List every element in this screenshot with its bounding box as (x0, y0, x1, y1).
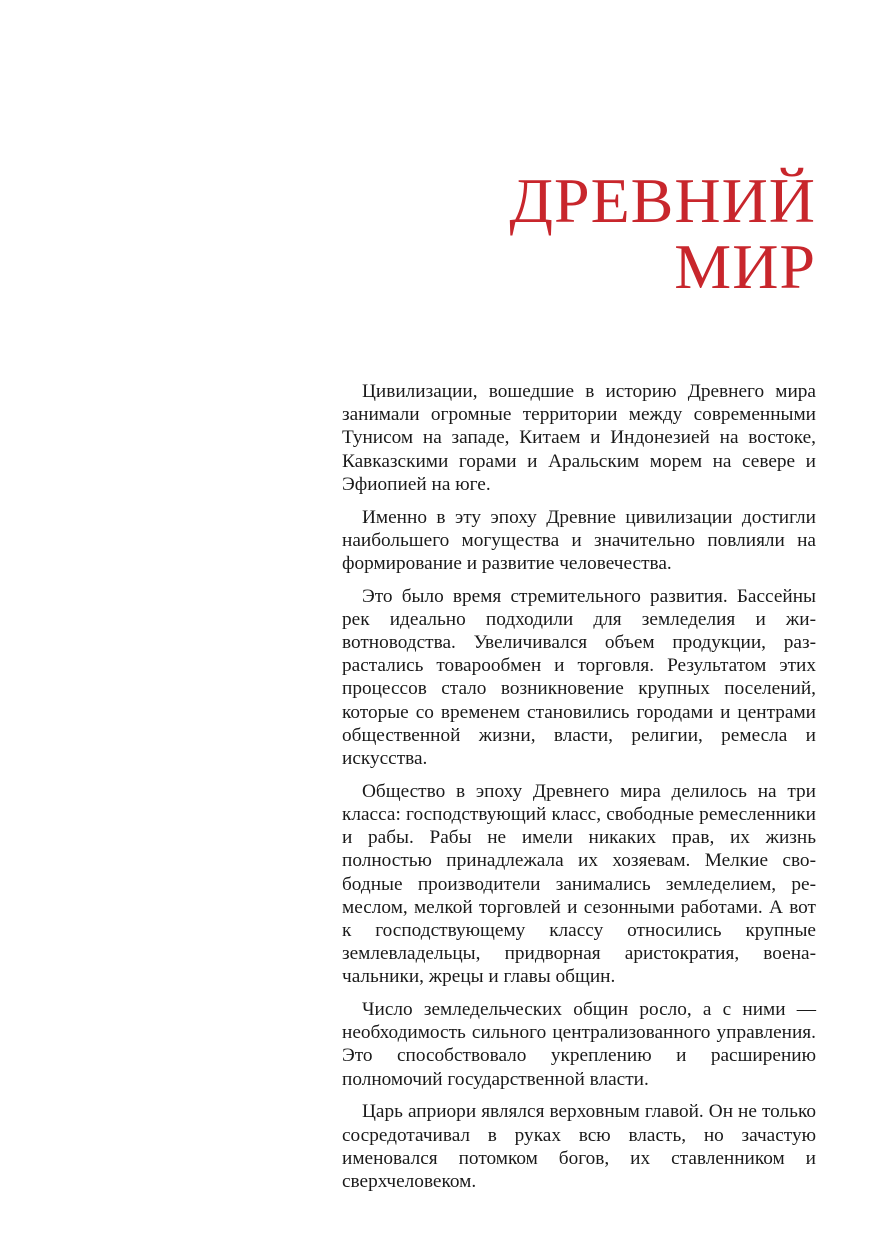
chapter-title (509, 165, 816, 302)
paragraph-6: Царь априори являлся верховным главой. Он не только сосредотачивал в руках всю власть, но зачастую именовался потомком богов, их ставленником и сверхчеловеком. (342, 1101, 816, 1192)
chapter-title-line-1: ДРЕВНИЙ (509, 165, 816, 236)
paragraph-4: Общество в эпоху Древнего мира делилось на три класса: господствующий класс, свободные ремесленники и рабы. Рабы не имели никаких прав, их жизнь полностью принадлежала их хозяевам. Мелкие свободные производители занимались земледелием, ремеслом, мелкой торговлей и сезонными работами. А вот к господствующему классу относились крупные землевладельцы, придворная аристократия, военачальники, жрецы и главы общин. (342, 780, 816, 988)
chapter-title-line-2: МИР (674, 231, 816, 302)
paragraph-3: Это было время стремительного развития. Бассейны рек идеально подходили для земледелия и животноводства. Увеличивался объем продукции, разрастались товарообмен и торговля. Результатом этих процессов стало возникновение крупных поселений, которые со временем становились городами и центрами общественной жизни, власти, религии, ремесла и искусства. (342, 585, 816, 770)
paragraph-5: Число земледельческих общин росло, а с ними — необходимость сильного централизованного управления. Это способствовало укреплению и расширению полномочий государственной власти. (342, 999, 816, 1090)
body-text (342, 380, 816, 1203)
paragraph-2: Именно в эту эпоху Древние цивилизации достигли наибольшего могущества и значительно повлияли на формирование и развитие человечества. (342, 506, 816, 574)
paragraph-1: Цивилизации, вошедшие в историю Древнего мира занимали огромные территории между современными Тунисом на западе, Китаем и Индонезией на востоке, Кавказскими горами и Аральским морем на севере и Эфиопией на юге. (342, 381, 816, 495)
